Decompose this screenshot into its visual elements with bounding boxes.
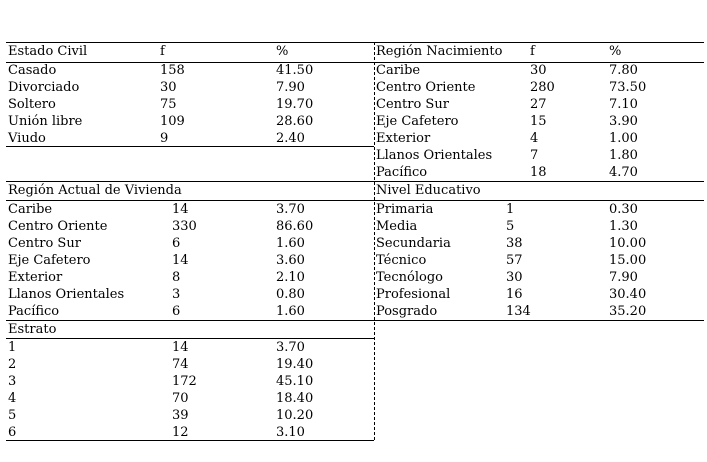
table-cell: 3.70 [276, 340, 305, 355]
table-cell: 158 [160, 63, 185, 78]
table-cell: 14 [172, 340, 189, 355]
table-cell: 3 [172, 287, 181, 302]
table-cell: 86.60 [276, 219, 314, 234]
table-cell: 172 [172, 374, 197, 389]
table-cell: 8 [172, 270, 181, 285]
table-cell: 6 [172, 304, 181, 319]
table-cell: 12 [172, 425, 189, 440]
table-cell: 3.90 [609, 114, 638, 129]
table-cell: 38 [506, 236, 523, 251]
table-cell: Soltero [8, 97, 56, 112]
table-cell: 6 [8, 425, 17, 440]
table-cell: 15.00 [609, 253, 647, 268]
region-nacimiento-pct-header: % [609, 44, 622, 59]
table-cell: 3 [8, 374, 17, 389]
table-cell: Llanos Orientales [376, 148, 493, 163]
table-cell: Viudo [8, 131, 46, 146]
table-cell: 41.50 [276, 63, 314, 78]
table-cell: 7.10 [609, 97, 638, 112]
bottom-rule [6, 440, 374, 441]
nivel-educativo-bottom-rule [374, 320, 704, 321]
region-nacimiento-header: Región Nacimiento [376, 44, 503, 59]
table-cell: 4.70 [609, 165, 638, 180]
table-cell: 27 [530, 97, 547, 112]
table-cell: 57 [506, 253, 523, 268]
nivel-educativo-title: Nivel Educativo [376, 183, 481, 198]
left-header-rule [6, 62, 374, 63]
table-cell: 73.50 [609, 80, 647, 95]
table-cell: 16 [506, 287, 523, 302]
table-cell: 3.10 [276, 425, 305, 440]
table-cell: 19.70 [276, 97, 314, 112]
table-cell: Unión libre [8, 114, 83, 129]
table-cell: 5 [8, 408, 17, 423]
table-cell: 7.80 [609, 63, 638, 78]
table-cell: 1 [8, 340, 17, 355]
table-cell: Llanos Orientales [8, 287, 125, 302]
table-cell: Eje Cafetero [8, 253, 91, 268]
table-cell: Casado [8, 63, 57, 78]
table-cell: 10.20 [276, 408, 314, 423]
table-cell: 2.40 [276, 131, 305, 146]
estado-civil-bottom-rule [6, 146, 374, 147]
table-cell: 19.40 [276, 357, 314, 372]
estrato-header-rule [6, 338, 374, 339]
table-cell: 70 [172, 391, 189, 406]
table-cell: Tecnólogo [376, 270, 443, 285]
table-cell: 74 [172, 357, 189, 372]
table-cell: 18 [530, 165, 547, 180]
table-cell: 7.90 [609, 270, 638, 285]
table-cell: Caribe [8, 202, 53, 217]
estado-civil-header: Estado Civil [8, 44, 88, 59]
table-cell: 1.60 [276, 236, 305, 251]
table-cell: 30.40 [609, 287, 647, 302]
column-divider [374, 42, 375, 440]
table-cell: 3.60 [276, 253, 305, 268]
table-cell: 15 [530, 114, 547, 129]
table-cell: 45.10 [276, 374, 314, 389]
region-nacimiento-f-header: f [530, 44, 535, 59]
table-cell: Centro Oriente [376, 80, 476, 95]
table-cell: 30 [506, 270, 523, 285]
estado-civil-pct-header: % [276, 44, 289, 59]
table-cell: Profesional [376, 287, 451, 302]
table-cell: 1 [506, 202, 515, 217]
table-cell: Pacífico [376, 165, 428, 180]
table-cell: 1.80 [609, 148, 638, 163]
table-cell: 14 [172, 253, 189, 268]
table-cell: Primaria [376, 202, 434, 217]
table-cell: Centro Oriente [8, 219, 108, 234]
table-cell: Posgrado [376, 304, 438, 319]
table-cell: 2.10 [276, 270, 305, 285]
table-cell: 7.90 [276, 80, 305, 95]
table-cell: Secundaria [376, 236, 451, 251]
table-cell: 280 [530, 80, 555, 95]
table-cell: Exterior [8, 270, 63, 285]
top-rule [6, 42, 704, 43]
table-cell: 109 [160, 114, 185, 129]
estado-civil-f-header: f [160, 44, 165, 59]
table-cell: 18.40 [276, 391, 314, 406]
region-actual-bottom-rule [6, 320, 374, 321]
table-cell: Eje Cafetero [376, 114, 459, 129]
table-cell: 0.30 [609, 202, 638, 217]
table-cell: Técnico [376, 253, 427, 268]
table-cell: 5 [506, 219, 515, 234]
table-cell: 6 [172, 236, 181, 251]
table-cell: 75 [160, 97, 177, 112]
table-cell: 1.60 [276, 304, 305, 319]
region-actual-header-rule [6, 200, 374, 201]
table-cell: 3.70 [276, 202, 305, 217]
table-cell: 0.80 [276, 287, 305, 302]
table-cell: Media [376, 219, 418, 234]
region-actual-title: Región Actual de Vivienda [8, 183, 182, 198]
table-cell: 10.00 [609, 236, 647, 251]
table-cell: 14 [172, 202, 189, 217]
table-cell: 2 [8, 357, 17, 372]
table-cell: 4 [8, 391, 17, 406]
table-cell: 330 [172, 219, 197, 234]
table-cell: Caribe [376, 63, 421, 78]
table-cell: Divorciado [8, 80, 80, 95]
table-cell: 30 [160, 80, 177, 95]
table-cell: 1.30 [609, 219, 638, 234]
table-cell: 4 [530, 131, 539, 146]
table-cell: 9 [160, 131, 169, 146]
table-cell: Centro Sur [8, 236, 81, 251]
table-cell: 28.60 [276, 114, 314, 129]
table-cell: 134 [506, 304, 531, 319]
table-cell: 35.20 [609, 304, 647, 319]
table-cell: Centro Sur [376, 97, 449, 112]
table-cell: Pacífico [8, 304, 60, 319]
table-cell: 1.00 [609, 131, 638, 146]
table-cell: 7 [530, 148, 539, 163]
table-cell: Exterior [376, 131, 431, 146]
table-cell: 39 [172, 408, 189, 423]
table-cell: 30 [530, 63, 547, 78]
estrato-title: Estrato [8, 322, 57, 337]
